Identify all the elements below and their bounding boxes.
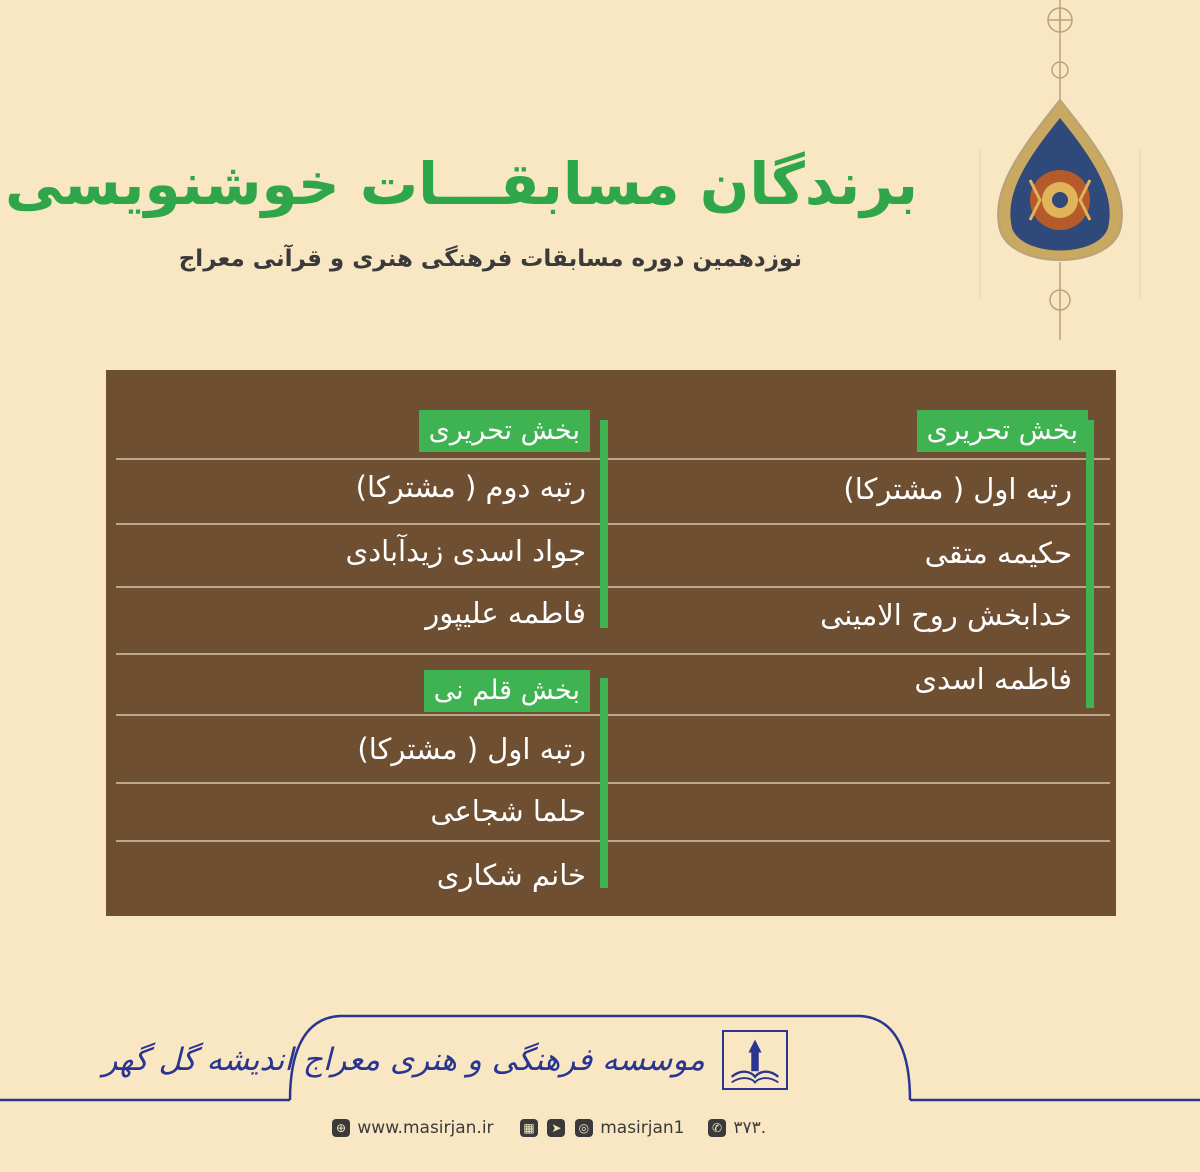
footer-frame (0, 1000, 1200, 1172)
website-text: www.masirjan.ir (357, 1118, 494, 1138)
web-icon: ⊕ (332, 1119, 350, 1137)
winner-name: خانم شکاری (436, 858, 586, 892)
phone-number: ۳۷۳. (733, 1118, 767, 1138)
row-divider (116, 782, 1110, 784)
winner-name: جواد اسدی زیدآبادی (345, 534, 586, 568)
row-divider (116, 523, 1110, 525)
website-contact[interactable] (330, 1118, 494, 1138)
winner-name: فاطمه اسدی (914, 662, 1072, 696)
row-divider (116, 458, 1110, 460)
results-board (106, 370, 1116, 916)
winner-name: حکیمه متقی (924, 536, 1072, 570)
rank-label: رتبه اول ( مشترکا) (843, 472, 1072, 506)
row-divider (116, 840, 1110, 842)
phone-icon: ✆ (708, 1119, 726, 1137)
grid-app-icon: ▦ (520, 1119, 538, 1137)
row-divider (116, 653, 1110, 655)
section-bar (600, 678, 608, 888)
row-divider (116, 714, 1110, 716)
section-label: بخش تحریری (917, 410, 1088, 452)
winner-name: خدابخش روح الامینی (820, 598, 1072, 632)
rank-label: رتبه دوم ( مشترکا) (355, 470, 586, 504)
section-bar (1086, 420, 1094, 708)
page-subtitle: نوزدهمین دوره مسابقات فرهنگی هنری و قرآنی معراج (178, 246, 802, 272)
social-handle: masirjan1 (600, 1118, 685, 1138)
instagram-icon: ◎ (575, 1119, 593, 1137)
section-label: بخش قلم نی (424, 670, 590, 712)
section-label: بخش تحریری (419, 410, 590, 452)
winner-name: فاطمه علیپور (425, 596, 586, 630)
org-emblem-icon (722, 1030, 788, 1090)
page-title: برندگان مسابقـــات خوشنویسی (4, 150, 918, 218)
social-contact[interactable] (518, 1118, 685, 1138)
section-bar (600, 420, 608, 628)
telegram-icon: ➤ (547, 1119, 565, 1137)
row-divider (116, 586, 1110, 588)
ornament-icon (960, 0, 1160, 340)
phone-contact[interactable] (706, 1118, 766, 1138)
rank-label: رتبه اول ( مشترکا) (357, 732, 586, 766)
winner-name: حلما شجاعی (430, 794, 586, 828)
org-logo-text: موسسه فرهنگی و هنری معراج اندیشه گل گهر (102, 1042, 705, 1078)
